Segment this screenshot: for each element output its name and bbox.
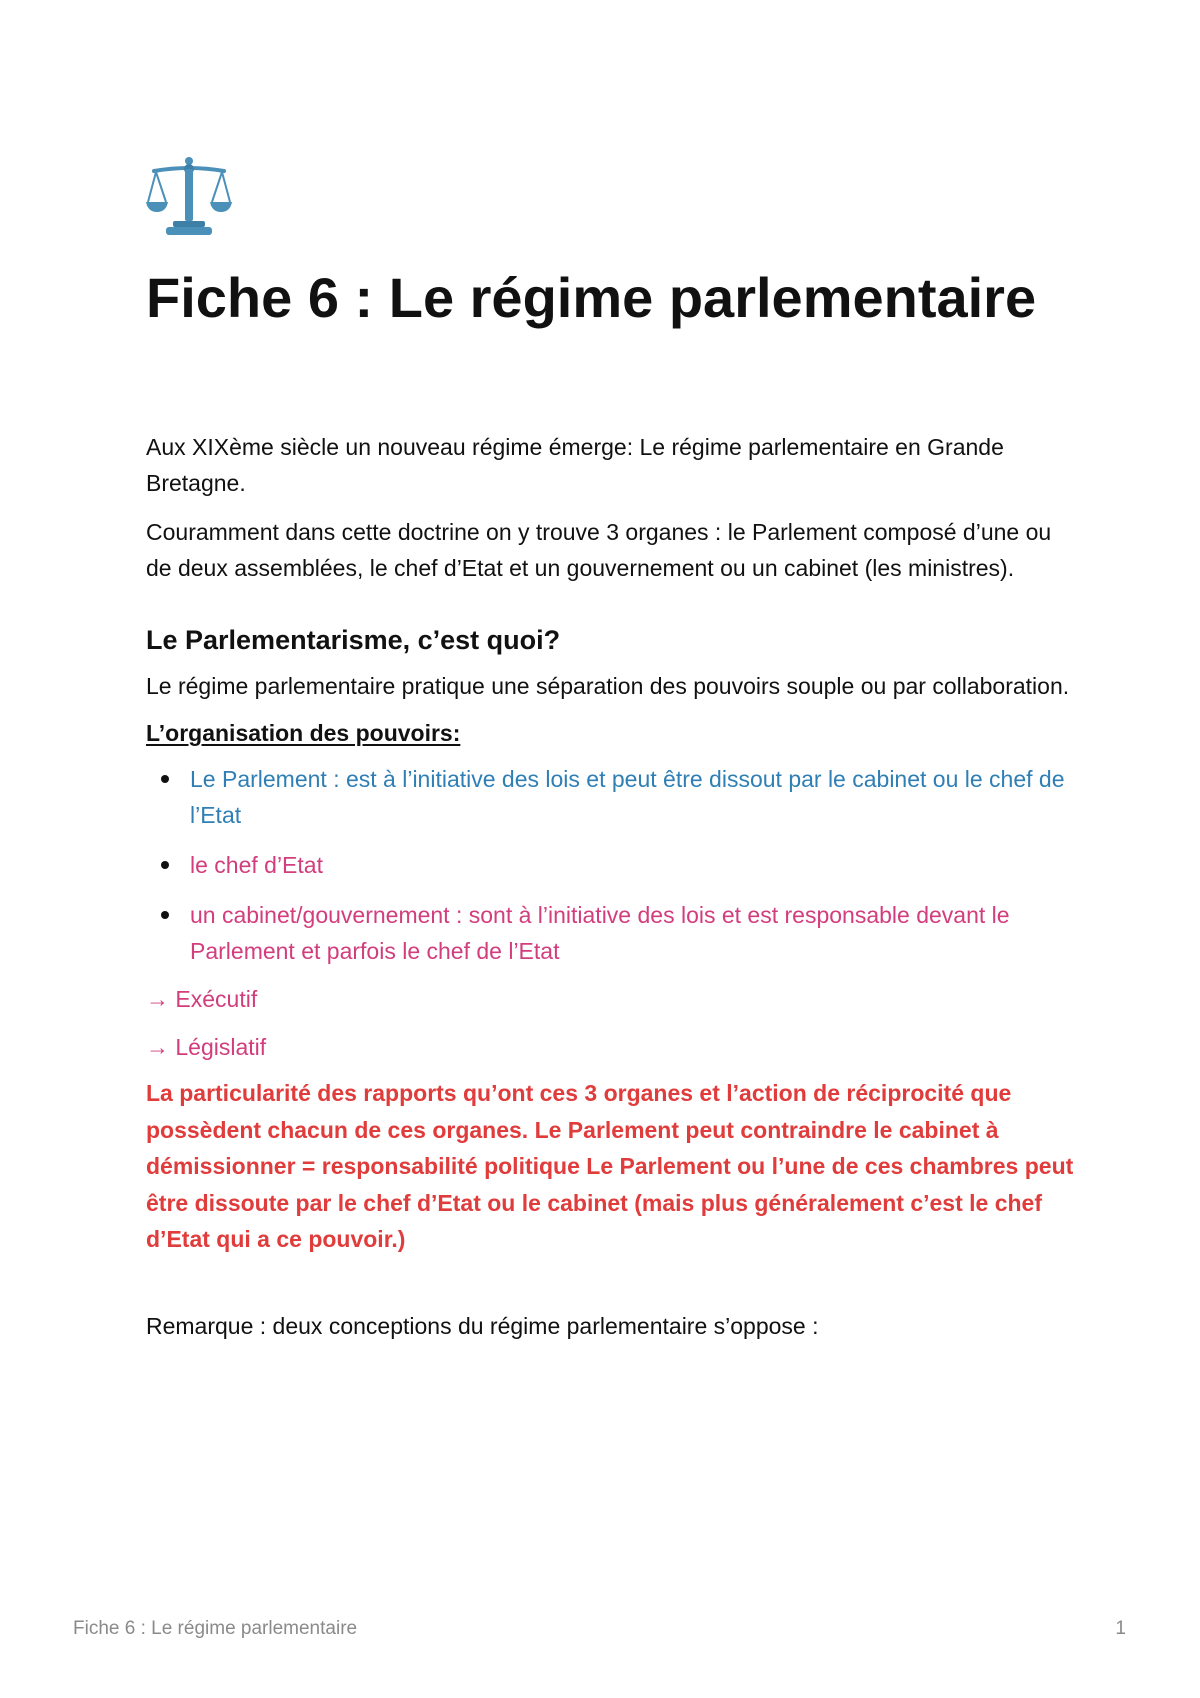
remark-paragraph: Remarque : deux conceptions du régime parlementaire s’oppose : <box>146 1312 819 1339</box>
bullet-icon <box>161 911 169 919</box>
powers-subheading: L’organisation des pouvoirs: <box>146 720 461 746</box>
legend-legislatif <box>146 1029 1076 1065</box>
intro-paragraph-1: Aux XIXème siècle un nouveau régime émerge: Le régime parlementaire en Grande Bretagne. <box>146 434 1004 496</box>
page-title: Fiche 6 : Le régime parlementaire <box>146 266 1037 329</box>
document-page <box>146 155 1076 1344</box>
arrow-right-icon: → <box>146 1034 169 1060</box>
list-item-text: le chef d’Etat <box>190 852 323 878</box>
emphasis-paragraph: La particularité des rapports qu’ont ces 3 organes et l’action de réciprocité que possèdent chacun de ces organes. Le Parlement peut contraindre le cabinet à démissionner = responsabilité politique Le Parlement ou l’une de ces chambres peut être dissoute par le chef d’Etat ou le cabinet (mais plus généralement c’est le chef d’Etat qui a ce pouvoir.) <box>146 1080 1074 1252</box>
arrow-right-icon: → <box>146 986 169 1012</box>
list-item-cabinet <box>146 897 1076 969</box>
bullet-icon <box>161 775 169 783</box>
bullet-icon <box>161 861 169 869</box>
section-heading: Le Parlementarisme, c’est quoi? <box>146 625 561 655</box>
list-item-chef-etat <box>146 847 1076 883</box>
list-item-text: un cabinet/gouvernement : sont à l’initiative des lois et est responsable devant le Parlement et parfois le chef de l’Etat <box>190 902 1010 964</box>
legend-label: Législatif <box>175 1034 267 1060</box>
balance-scale-icon <box>146 155 232 239</box>
list-item-parlement <box>146 761 1076 833</box>
footer-title: Fiche 6 : Le régime parlementaire <box>73 1618 358 1639</box>
legend-executif <box>146 981 1076 1017</box>
intro-paragraph-2: Couramment dans cette doctrine on y trouve 3 organes : le Parlement composé d’une ou de deux assemblées, le chef d’Etat et un gouvernement ou un cabinet (les ministres). <box>146 519 1052 581</box>
legend-label: Exécutif <box>175 986 258 1012</box>
list-item-text: Le Parlement : est à l’initiative des lois et peut être dissout par le cabinet ou le chef de l’Etat <box>190 766 1065 828</box>
section-text: Le régime parlementaire pratique une séparation des pouvoirs souple ou par collaboration. <box>146 673 1070 699</box>
powers-list <box>146 761 1076 969</box>
footer-page-number: 1 <box>1115 1618 1126 1639</box>
